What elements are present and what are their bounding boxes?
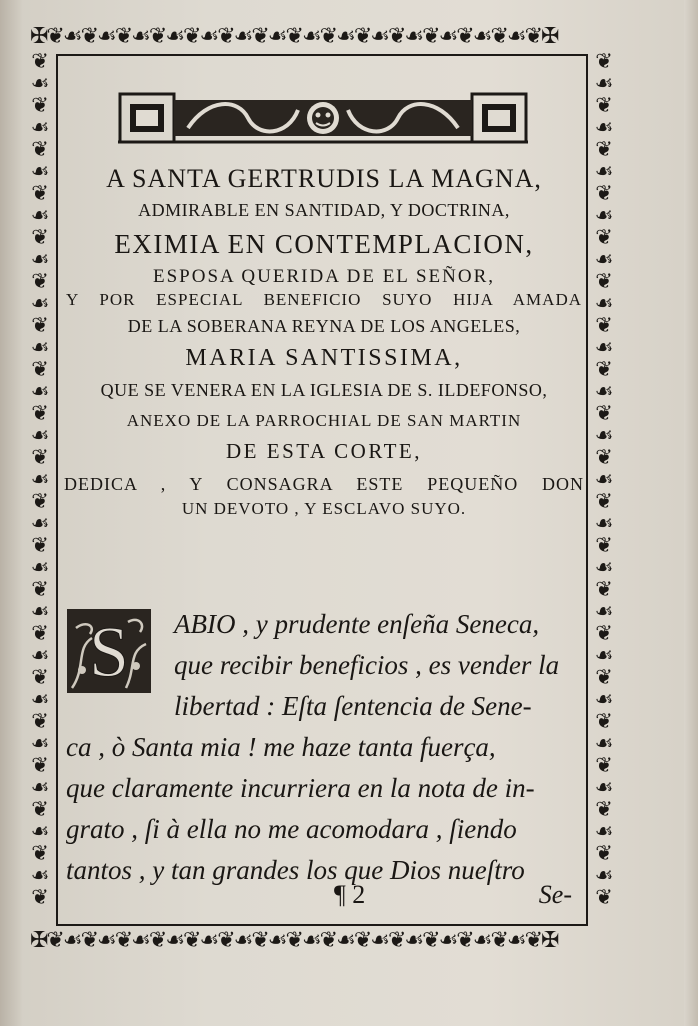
- page-gutter: [0, 0, 22, 1026]
- dedication-line: ANEXO DE LA PARROCHIAL DE SAN MARTIN: [126, 411, 522, 430]
- headpiece-ornament: [118, 88, 528, 146]
- dedication-block: [60, 150, 588, 519]
- body-line: ca , ò Santa mia ! me haze tanta fuerça,: [66, 732, 496, 762]
- dedication-line: QUE SE VENERA EN LA IGLESIA DE S. ILDEFONSO,: [100, 380, 548, 400]
- ornamental-border-right: ❦☙❦☙❦☙❦☙❦☙❦☙❦☙❦☙❦☙❦☙❦☙❦☙❦☙❦☙❦☙❦☙❦☙❦☙❦☙❦: [594, 50, 614, 909]
- page-edge: [684, 0, 698, 1026]
- catchword: Se-: [538, 880, 572, 909]
- dropcap-letter: S: [88, 612, 130, 692]
- body-line: ABIO , y prudente enſeña Seneca,: [174, 609, 540, 639]
- dedication-line: UN DEVOTO , Y ESCLAVO SUYO.: [181, 499, 467, 518]
- inner-rule-left: [56, 54, 58, 926]
- inner-rule-bottom: [56, 924, 588, 926]
- dedication-line: DEDICA , Y CONSAGRA ESTE PEQUEÑO DON: [64, 474, 584, 494]
- border-pattern-top: ✠❦☙❦☙❦☙❦☙❦☙❦☙❦☙❦☙❦☙❦☙❦☙❦☙❦☙❦☙❦✠: [30, 24, 558, 48]
- dedication-line: Y POR ESPECIAL BENEFICIO SUYO HIJA AMADA: [66, 290, 582, 309]
- dedication-line: EXIMIA EN CONTEMPLACION,: [114, 229, 534, 259]
- dedication-line: ESPOSA QUERIDA DE EL SEÑOR,: [152, 266, 495, 287]
- ornamental-border-left: ❦☙❦☙❦☙❦☙❦☙❦☙❦☙❦☙❦☙❦☙❦☙❦☙❦☙❦☙❦☙❦☙❦☙❦☙❦☙❦: [30, 50, 50, 909]
- body-line: tantos , y tan grandes los que Dios nueſtro: [66, 855, 525, 885]
- dedication-line: ADMIRABLE EN SANTIDAD, Y DOCTRINA,: [138, 200, 510, 220]
- body-line: libertad : Eſta ſentencia de Sene-: [174, 691, 532, 721]
- border-pattern-bottom: ✠❦☙❦☙❦☙❦☙❦☙❦☙❦☙❦☙❦☙❦☙❦☙❦☙❦☙❦☙❦✠: [30, 928, 558, 952]
- page-footer: [66, 880, 578, 920]
- ornamental-border-bottom: [30, 928, 614, 956]
- inner-rule-top: [56, 54, 588, 56]
- ornamental-border-top: [30, 24, 614, 52]
- dedication-line: A SANTA GERTRUDIS LA MAGNA,: [106, 164, 542, 193]
- signature-mark: ¶ 2: [334, 880, 366, 909]
- dedication-line: DE LA SOBERANA REYNA DE LOS ANGELES,: [127, 316, 521, 336]
- dedication-line: DE ESTA CORTE,: [226, 439, 422, 463]
- dedication-line: MARIA SANTISSIMA,: [185, 345, 463, 371]
- body-line: grato , ſi à ella no me acomodara , ſiendo: [66, 814, 517, 844]
- body-line: que recibir beneficios , es vender la: [174, 650, 560, 680]
- body-line: que claramente incurriera en la nota de in-: [66, 773, 535, 803]
- body-text: [66, 604, 578, 891]
